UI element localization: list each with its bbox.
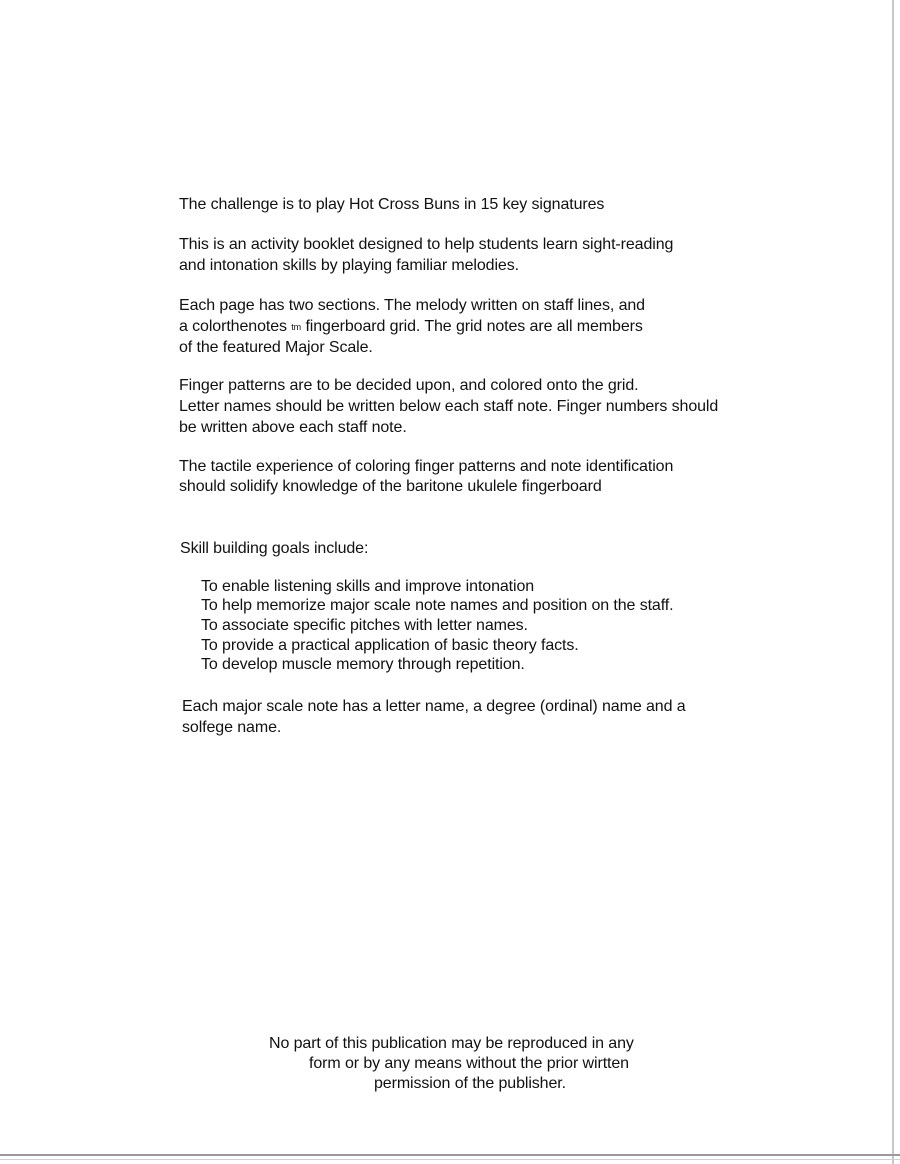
tactile-line-1: The tactile experience of coloring finger patterns and note identification (179, 458, 674, 475)
trademark-mark: tm (291, 322, 302, 332)
goal-item-1: To enable listening skills and improve intonation (201, 578, 535, 595)
goals-heading: Skill building goals include: (180, 540, 369, 557)
sections-line-2 (179, 317, 643, 337)
intro-line-1: This is an activity booklet designed to help students learn sight-reading (179, 236, 674, 253)
goal-item-2: To help memorize major scale note names and position on the staff. (201, 597, 674, 614)
page-bottom-edge (0, 1154, 900, 1156)
goal-item-3: To associate specific pitches with letter names. (201, 617, 528, 634)
scale-line-2: solfege name. (182, 719, 282, 736)
challenge-line: The challenge is to play Hot Cross Buns in 15 key signatures (179, 196, 605, 213)
scale-line-1: Each major scale note has a letter name, a degree (ordinal) name and a (182, 698, 686, 715)
goal-item-4: To provide a practical application of basic theory facts. (201, 637, 579, 654)
colorthenotes-text: a colorthenotes (179, 318, 287, 335)
sections-line-3: of the featured Major Scale. (179, 339, 373, 356)
page-bottom-edge-shadow (0, 1159, 900, 1160)
copyright-line-1: No part of this publication may be reproduced in any (269, 1035, 634, 1052)
sections-line-1: Each page has two sections. The melody written on staff lines, and (179, 297, 645, 314)
tactile-line-2: should solidify knowledge of the baritone ukulele fingerboard (179, 478, 602, 495)
finger-line-3: be written above each staff note. (179, 419, 407, 436)
goal-item-5: To develop muscle memory through repetition. (201, 656, 525, 673)
finger-line-1: Finger patterns are to be decided upon, and colored onto the grid. (179, 377, 639, 394)
intro-line-2: and intonation skills by playing familiar melodies. (179, 257, 519, 274)
copyright-line-2: form or by any means without the prior wirtten (309, 1055, 629, 1072)
sections-line-2-rest: fingerboard grid. The grid notes are all members (305, 318, 643, 335)
copyright-line-3: permission of the publisher. (374, 1075, 566, 1092)
finger-line-2: Letter names should be written below each staff note. Finger numbers should (179, 398, 719, 415)
page-right-edge (892, 0, 894, 1164)
